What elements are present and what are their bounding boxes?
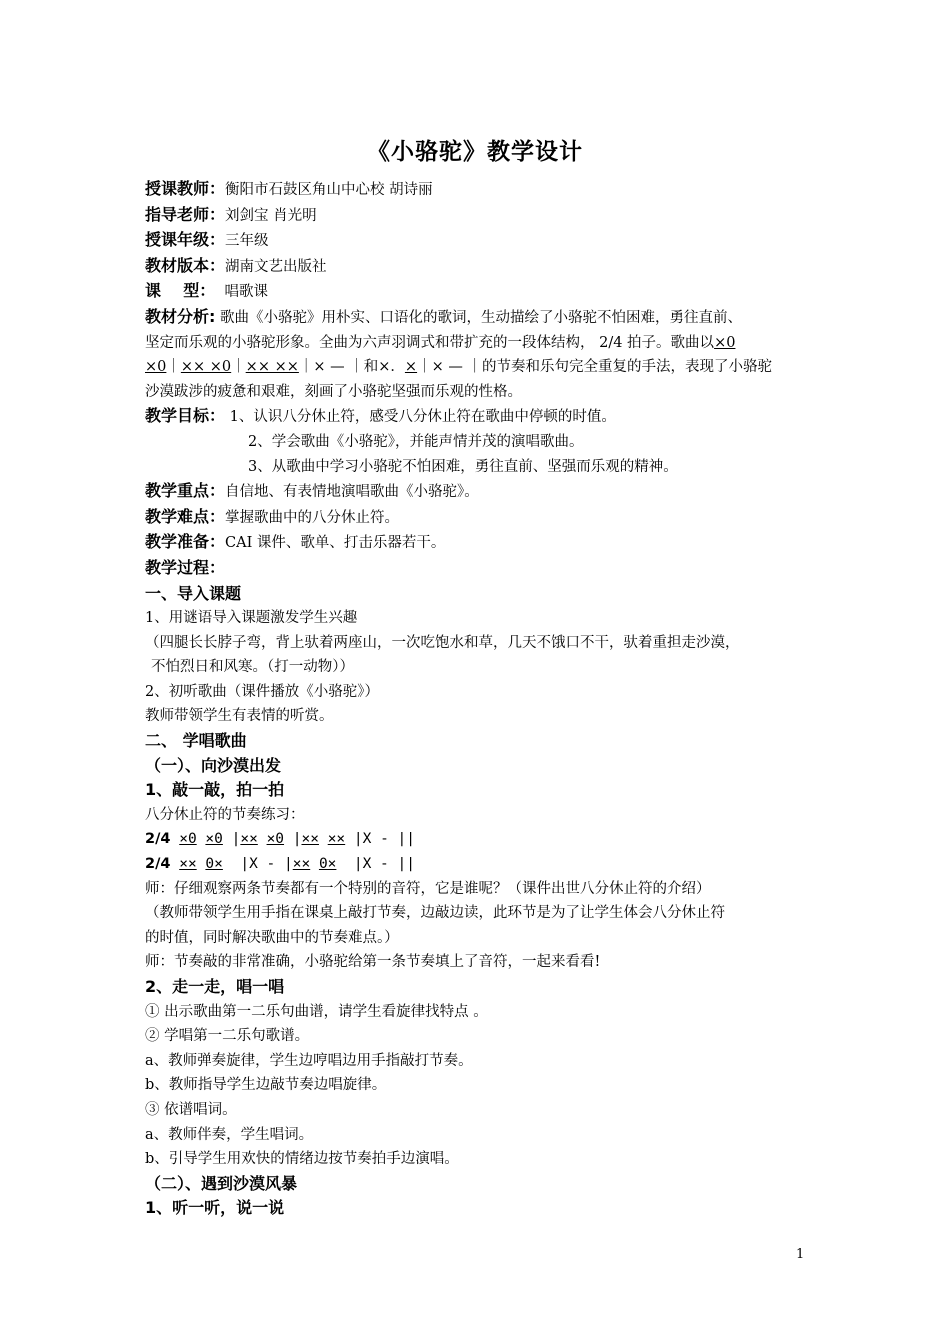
info-value: 三年级 — [225, 233, 269, 250]
paragraph: 师：节奏敲的非常准确，小骆驼给第一条节奏填上了音符，一起来看看! — [145, 954, 601, 971]
list-item: ② 学唱第一二乐句歌谱。 — [145, 1028, 310, 1045]
rhythm-notation: ×× ×0 — [180, 359, 232, 376]
rhythm-note: ×0 — [179, 831, 197, 848]
analysis-text: ｜× — ｜和×． — [298, 359, 405, 376]
rhythm-note: ×0 — [266, 831, 285, 848]
rhythm-notation: ×0 — [145, 359, 167, 376]
analysis-text: 沙漠跋涉的疲惫和艰难，刻画了小骆驼坚强而乐观的性格。 — [145, 383, 522, 400]
rhythm-note: ×× — [179, 856, 197, 873]
analysis-text: 坚定而乐观的小骆驼形象。全曲为六声羽调式和带扩充的一段体结构， 2/4 拍子。歌曲以 — [145, 334, 715, 351]
step-heading: 2、走一走，唱一唱 — [145, 977, 285, 996]
info-advisor — [145, 203, 810, 229]
rhythm-note: ×× — [327, 831, 346, 848]
rhythm-gap — [319, 831, 328, 847]
info-label: 指导老师： — [145, 204, 226, 224]
info-label: 授课年级： — [145, 230, 226, 250]
document-body — [145, 177, 810, 1221]
document-title: 《小骆驼》教学设计 — [367, 139, 583, 165]
analysis-text: ｜ — [166, 359, 181, 376]
step-heading: 1、敲一敲，拍一拍 — [145, 780, 285, 800]
analysis-line-2 — [145, 331, 810, 356]
rhythm-note: ×× — [292, 856, 311, 873]
rhythm-bar: | — [284, 831, 302, 848]
rhythm-note: ×× — [301, 831, 319, 848]
list-item: b、引导学生用欢快的情绪边按节奏拍手边演唱。 — [145, 1151, 459, 1168]
rhythm-bar: |X - || — [336, 856, 415, 873]
analysis-line-1 — [145, 305, 810, 331]
difficulty-label: 教学难点： — [145, 506, 226, 526]
subsection-heading: （二）、遇到沙漠风暴 — [145, 1173, 298, 1193]
rhythm-notation: ×× ×× — [245, 359, 299, 376]
info-value: 唱歌课 — [215, 284, 269, 301]
rhythm-note: ×× — [240, 831, 258, 848]
paragraph: 教师带领学生有表情的听赏。 — [145, 708, 334, 725]
prep-label: 教学准备： — [145, 532, 226, 552]
analysis-text: ｜ — [231, 359, 246, 376]
difficulty-value: 掌握歌曲中的八分休止符。 — [225, 509, 400, 526]
info-value: 湖南文艺出版社 — [225, 258, 327, 275]
info-value: 衡阳市石鼓区角山中心校 胡诗丽 — [225, 182, 433, 198]
rhythm-gap — [170, 856, 179, 872]
goal-1 — [145, 404, 810, 430]
rhythm-line-1 — [145, 827, 810, 852]
goal-text: 1、认识八分休止符，感受八分休止符在歌曲中停顿的时值。 — [225, 409, 616, 426]
info-edition — [145, 254, 810, 280]
info-label: 授课教师： — [145, 179, 226, 198]
paragraph: 的时值，同时解决歌曲中的节奏难点。） — [145, 929, 399, 946]
subsection-heading: （一）、向沙漠出发 — [145, 755, 282, 775]
prep-value: CAI 课件、歌单、打击乐器若干。 — [225, 535, 446, 552]
step-heading: 1、听一听，说一说 — [145, 1198, 285, 1218]
analysis-text: 歌曲《小骆驼》用朴实、口语化的歌词，生动描绘了小骆驼不怕困难，勇往直前、 — [215, 309, 743, 326]
analysis-text: ｜× — ｜的节奏和乐句完全重复的手法，表现了小骆驼 — [417, 359, 772, 376]
paragraph: 师：仔细观察两条节奏都有一个特别的音符，它是谁呢？（课件出世八分休止符的介绍） — [145, 880, 711, 897]
rhythm-notation: ×0 — [714, 334, 736, 351]
section-1-heading: 一、导入课题 — [145, 583, 242, 603]
key-value: 自信地、有表情地演唱歌曲《小骆驼》。 — [225, 484, 479, 501]
rhythm-note: 0× — [205, 856, 223, 873]
analysis-line-4 — [145, 380, 810, 405]
rhythm-gap — [258, 831, 267, 847]
info-type — [145, 279, 810, 305]
rhythm-notation: × — [404, 359, 418, 376]
list-item: b、教师指导学生边敲节奏边唱旋律。 — [145, 1077, 387, 1094]
list-item: a、教师伴奏，学生唱词。 — [145, 1126, 314, 1143]
list-item: ③ 依谱唱词。 — [145, 1101, 237, 1118]
process-label: 教学过程： — [145, 557, 226, 577]
rhythm-gap — [170, 831, 179, 847]
paragraph: 不怕烈日和风寒。（打一动物）） — [151, 659, 354, 676]
time-signature: 2/4 — [145, 831, 171, 848]
goal-3: 3、从歌曲中学习小骆驼不怕困难，勇往直前、坚强而乐观的精神。 — [248, 458, 678, 475]
process-heading — [145, 556, 810, 582]
paragraph: 2、初听歌曲（课件播放《小骆驼》） — [145, 683, 379, 700]
paragraph: （教师带领学生用手指在课桌上敲打节奏，边敲边读，此环节是为了让学生体会八分休止符 — [145, 905, 725, 922]
analysis-line-3 — [145, 355, 810, 380]
rhythm-line-2 — [145, 852, 810, 877]
key-point — [145, 479, 810, 505]
analysis-label: 教材分析: — [145, 306, 216, 326]
info-grade — [145, 228, 810, 254]
paragraph: （四腿长长脖子弯，背上驮着两座山，一次吃饱水和草，几天不饿口不干，驮着重担走沙漠， — [145, 634, 740, 651]
list-item: ① 出示歌曲第一二乐句曲谱，请学生看旋律找特点 。 — [145, 1003, 488, 1020]
page-number: 1 — [796, 1247, 805, 1262]
time-signature: 2/4 — [145, 856, 171, 873]
rhythm-bar: |X - || — [345, 831, 416, 848]
rhythm-bar: |X - | — [222, 856, 293, 873]
rhythm-note: 0× — [318, 856, 337, 873]
goals-label: 教学目标： — [145, 406, 226, 426]
preparation — [145, 530, 810, 556]
info-teacher — [145, 177, 810, 203]
rhythm-gap — [310, 856, 319, 872]
section-2-heading: 二、 学唱歌曲 — [145, 731, 247, 751]
difficulty — [145, 505, 810, 531]
info-value: 刘剑宝 肖光明 — [225, 207, 317, 224]
info-label: 课 型： — [145, 281, 216, 301]
goal-2: 2、学会歌曲《小骆驼》，并能声情并茂的演唱歌曲。 — [248, 433, 584, 450]
rhythm-bar: | — [222, 831, 241, 848]
paragraph: 八分休止符的节奏练习： — [145, 806, 305, 823]
paragraph: 1、用谜语导入课题激发学生兴趣 — [145, 610, 358, 627]
list-item: a、教师弹奏旋律，学生边哼唱边用手指敲打节奏。 — [145, 1052, 473, 1069]
key-label: 教学重点： — [145, 481, 226, 501]
rhythm-note: ×0 — [205, 831, 223, 848]
info-label: 教材版本： — [145, 255, 226, 275]
